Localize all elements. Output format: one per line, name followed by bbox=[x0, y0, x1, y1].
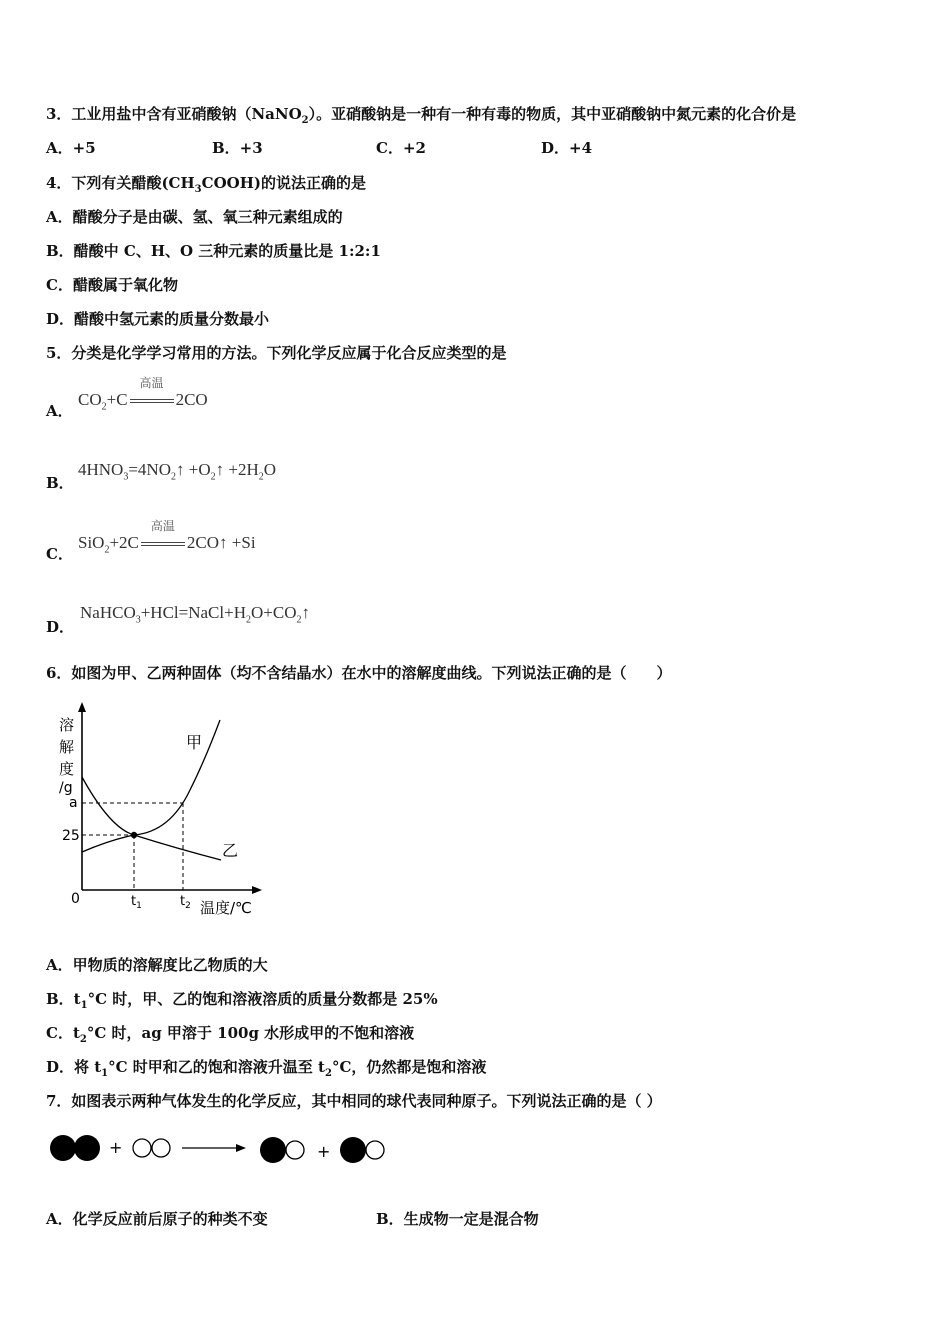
q7-option-b: B．生成物一定是混合物 bbox=[376, 1210, 539, 1228]
y-unit: /g bbox=[59, 780, 73, 796]
condition-high-temp: 高温 bbox=[139, 533, 187, 553]
q5-equation-c: SiO$_2$+2C 高温 2CO↑ +Si bbox=[78, 519, 256, 556]
product-molecule-2 bbox=[340, 1137, 384, 1163]
curve-yi bbox=[82, 835, 221, 860]
q5-label-c: C． bbox=[46, 545, 73, 563]
black-atom bbox=[340, 1137, 366, 1163]
white-atom bbox=[133, 1139, 151, 1157]
q4-option-d: D．醋酸中氢元素的质量分数最小 bbox=[46, 310, 270, 328]
q6-option-d: D．将 $t_1^\circ C$ 时甲和乙的饱和溶液升温至 $t_2^\circ C$，仍然都是饱和溶液 bbox=[46, 1058, 487, 1079]
q4-option-c: C．醋酸属于氧化物 bbox=[46, 276, 178, 294]
x-tick-t2: $t_2$ bbox=[180, 894, 191, 911]
y-tick-25: 25 bbox=[62, 828, 80, 844]
white-atom bbox=[286, 1141, 304, 1159]
q5-stem: 5．分类是化学学习常用的方法。下列化学反应属于化合反应类型的是 bbox=[46, 344, 507, 362]
q7-stem: 7．如图表示两种气体发生的化学反应，其中相同的球代表同种原子。下列说法正确的是（ ） bbox=[46, 1092, 662, 1110]
q6-option-a: A．甲物质的溶解度比乙物质的大 bbox=[46, 956, 268, 974]
q5-equation-a: $CO_2+C$ 高温 2CO bbox=[78, 376, 208, 413]
plus-sign: + bbox=[317, 1142, 331, 1161]
q4-option-a: A．醋酸分子是由碳、氢、氧三种元素组成的 bbox=[46, 208, 343, 226]
q5-label-b: B． bbox=[46, 474, 74, 492]
curve-label-jia: 甲 bbox=[186, 733, 203, 752]
x-tick-t1: $t_1$ bbox=[131, 894, 142, 911]
white-atom bbox=[366, 1141, 384, 1159]
black-atom bbox=[260, 1137, 286, 1163]
product-molecule-1 bbox=[260, 1137, 304, 1163]
solubility-curve-chart bbox=[55, 700, 270, 920]
q6-option-c: C．$t_2^\circ C$ 时，ag 甲溶于 100g 水形成甲的不饱和溶液 bbox=[46, 1024, 415, 1045]
y-label-char-3: 度 bbox=[59, 760, 75, 778]
q4-stem: 4．下列有关醋酸$(CH_3COOH)$的说法正确的是 bbox=[46, 174, 366, 195]
reactant-black-molecule bbox=[50, 1135, 100, 1161]
q5-equation-b: $4HNO_3=4NO_2↑$ $+O_2↑ +2H_2O$ bbox=[78, 460, 277, 483]
q5-label-d: D． bbox=[46, 618, 75, 636]
reaction-diagram bbox=[45, 1128, 395, 1170]
q3-stem: 3．工业用盐中含有亚硝酸钠（NaNO$_2$）。亚硝酸钠是一种有一种有毒的物质，其中亚硝酸钠中氮元素的化合价是 bbox=[46, 105, 797, 126]
x-axis-arrow bbox=[252, 886, 262, 894]
q6-stem: 6．如图为甲、乙两种固体（均不含结晶水）在水中的溶解度曲线。下列说法正确的是（ ） bbox=[46, 664, 672, 682]
y-tick-a: a bbox=[69, 795, 78, 811]
y-label-char-2: 解 bbox=[59, 738, 75, 756]
q6-option-b: B．$t_1^\circ C$ 时，甲、乙的饱和溶液溶质的质量分数都是 25% bbox=[46, 990, 438, 1011]
q4-option-b: B．醋酸中 C、H、O 三种元素的质量比是 1:2:1 bbox=[46, 242, 381, 260]
reaction-arrowhead bbox=[236, 1144, 246, 1152]
plus-sign: + bbox=[109, 1138, 123, 1157]
q3-option-a: A．+5 bbox=[46, 139, 96, 157]
q5-equation-d: $NaHCO_3+HCl=NaCl+H_2O+CO_2↑$ bbox=[80, 603, 310, 626]
reactant-white-molecule bbox=[133, 1139, 170, 1157]
black-atom bbox=[74, 1135, 100, 1161]
origin-label: 0 bbox=[71, 891, 80, 907]
y-axis-arrow bbox=[78, 702, 86, 712]
curve-label-yi: 乙 bbox=[222, 841, 239, 860]
y-label-char-1: 溶 bbox=[59, 716, 75, 734]
q5-label-a: A． bbox=[46, 402, 73, 420]
intersection-point bbox=[131, 832, 137, 838]
q7-option-a: A．化学反应前后原子的种类不变 bbox=[46, 1210, 268, 1228]
q3-option-c: C．+2 bbox=[376, 139, 426, 157]
x-axis-label: 温度/℃ bbox=[200, 899, 252, 917]
q3-option-d: D．+4 bbox=[541, 139, 593, 157]
condition-high-temp: 高温 bbox=[128, 390, 176, 410]
white-atom bbox=[152, 1139, 170, 1157]
q3-option-b: B．+3 bbox=[212, 139, 263, 157]
black-atom bbox=[50, 1135, 76, 1161]
